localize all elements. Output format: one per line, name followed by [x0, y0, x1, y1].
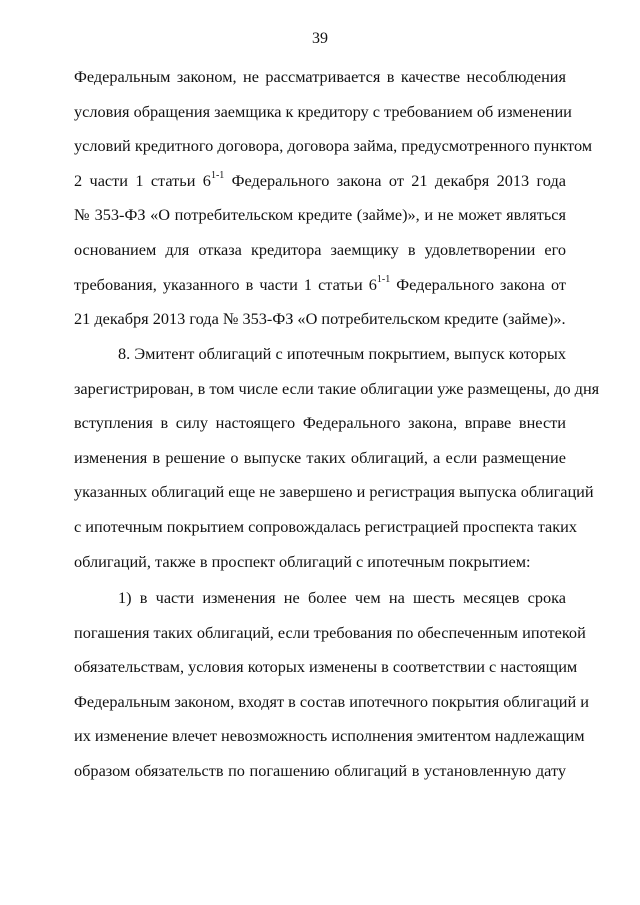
text-line: 1) в части изменения не более чем на шесть месяцев срока	[118, 588, 566, 607]
text-line: изменения в решение о выпуске таких облигаций, а если размещение	[74, 447, 566, 467]
text-line: обязательствам, условия которых изменены в соответствии с настоящим	[74, 657, 578, 677]
text-run: Федерального закона от	[390, 274, 566, 294]
text-line: зарегистрирован, в том числе если такие облигации уже размещены, до дня	[74, 378, 600, 398]
text-line: 8. Эмитент облигаций с ипотечным покрытием, выпуск которых	[118, 344, 566, 363]
text-line: образом обязательств по погашению облигаций в установленную дату	[74, 760, 566, 780]
text-line: облигаций, также в проспект облигаций с ипотечным покрытием:	[74, 551, 531, 571]
text-line: погашения таких облигаций, если требования по обеспеченным ипотекой	[74, 622, 586, 642]
text-line: Федеральным законом, входят в состав ипотечного покрытия облигаций и	[74, 691, 589, 711]
text-line: Федеральным законом, не рассматривается в качестве несоблюдения	[74, 67, 566, 86]
text-line: № 353-ФЗ «О потребительском кредите (займе)», и не может являться	[74, 205, 566, 225]
text-line: вступления в силу настоящего Федерального закона, вправе внести	[74, 413, 566, 433]
paragraph-continuation	[74, 67, 593, 344]
superscript: 1-1	[210, 170, 225, 182]
text-line	[74, 171, 566, 206]
page-number: 39	[312, 30, 328, 47]
text-line: их изменение влечет невозможность исполнения эмитентом надлежащим	[74, 726, 585, 746]
text-line	[74, 275, 566, 310]
text-line: 21 декабря 2013 года № 353-ФЗ «О потребительском кредите (займе)».	[74, 309, 566, 329]
text-line: с ипотечным покрытием сопровождалась регистрацией проспекта таких	[74, 516, 577, 536]
paragraph-subitem-1	[74, 588, 589, 796]
paragraph-item-8	[74, 344, 600, 586]
text-line: условия обращения заемщика к кредитору с требованием об изменении	[74, 101, 572, 121]
text-line: указанных облигаций еще не завершено и регистрация выпуска облигаций	[74, 482, 594, 502]
superscript: 1-1	[376, 274, 391, 286]
text-run: 2 части 1 статьи 6	[74, 170, 211, 190]
text-run: Федерального закона от 21 декабря 2013 года	[224, 170, 566, 190]
text-line: основанием для отказа кредитора заемщику в удовлетворении его	[74, 239, 566, 259]
text-line: условий кредитного договора, договора займа, предусмотренного пунктом	[74, 136, 593, 156]
text-run: требования, указанного в части 1 статьи 6	[74, 274, 377, 294]
